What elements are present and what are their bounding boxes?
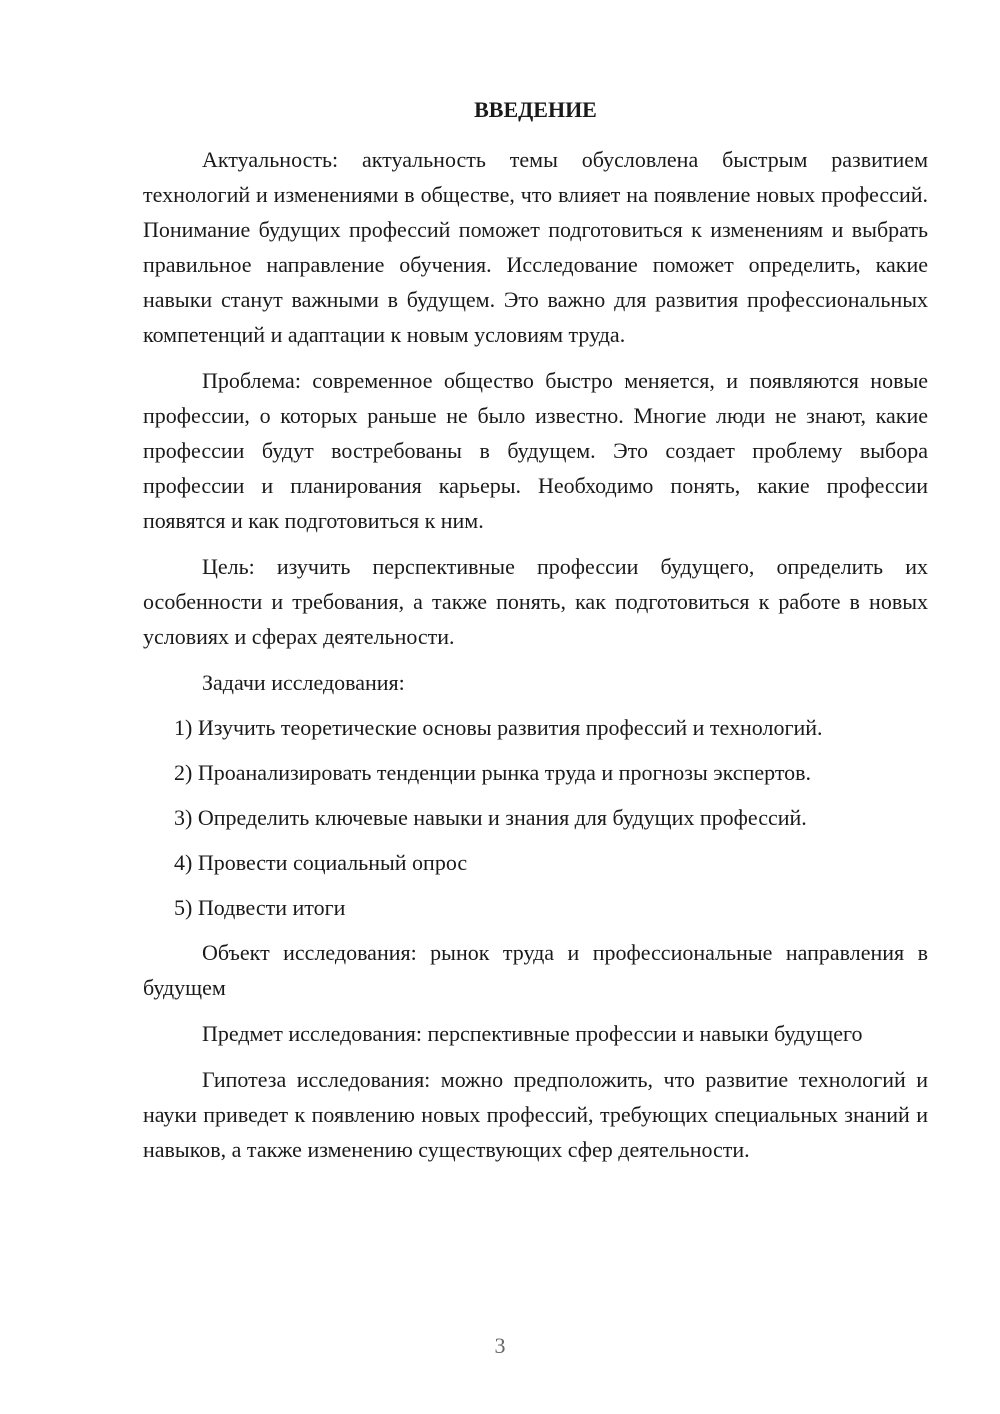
object-paragraph: Объект исследования: рынок труда и профессиональные направления в будущем: [143, 940, 928, 1000]
problem-paragraph: Проблема: современное общество быстро меняется, и появляются новые профессии, о которых раньше не было известно. Многие люди не знают, какие профессии будут востребованы в будущем. Это создает проблему выбора профессии и планирования карьеры. Необходимо понять, какие профессии появятся и как подготовиться к ним.: [143, 368, 928, 533]
tasks-label: Задачи исследования:: [202, 670, 405, 695]
subject-paragraph: Предмет исследования: перспективные профессии и навыки будущего: [202, 1021, 863, 1046]
page-title: ВВЕДЕНИЕ: [474, 97, 597, 122]
relevance-paragraph: Актуальность: актуальность темы обусловлена быстрым развитием технологий и изменениями в обществе, что влияет на появление новых профессий. Понимание будущих профессий поможет подготовиться к изменениям и выбрать правильное направление обучения. Исследование поможет определить, какие навыки станут важными в будущем. Это важно для развития профессиональных компетенций и адаптации к новым условиям труда.: [143, 147, 928, 347]
page-number: 3: [494, 1333, 506, 1358]
list-item: 4) Провести социальный опрос: [174, 850, 468, 875]
list-item: 2) Проанализировать тенденции рынка труда и прогнозы экспертов.: [174, 760, 812, 785]
tasks-list: [143, 710, 928, 925]
list-item: 5) Подвести итоги: [174, 895, 346, 920]
page-content: [143, 92, 928, 1178]
goal-paragraph: Цель: изучить перспективные профессии будущего, определить их особенности и требования, а также понять, как подготовиться к работе в новых условиях и сферах деятельности.: [143, 554, 928, 649]
list-item: 1) Изучить теоретические основы развития профессий и технологий.: [174, 715, 823, 740]
hypothesis-paragraph: Гипотеза исследования: можно предположить, что развитие технологий и науки приведет к появлению новых профессий, требующих специальных знаний и навыков, а также изменению существующих сфер деятельности.: [143, 1067, 928, 1162]
list-item: 3) Определить ключевые навыки и знания для будущих профессий.: [174, 805, 807, 830]
